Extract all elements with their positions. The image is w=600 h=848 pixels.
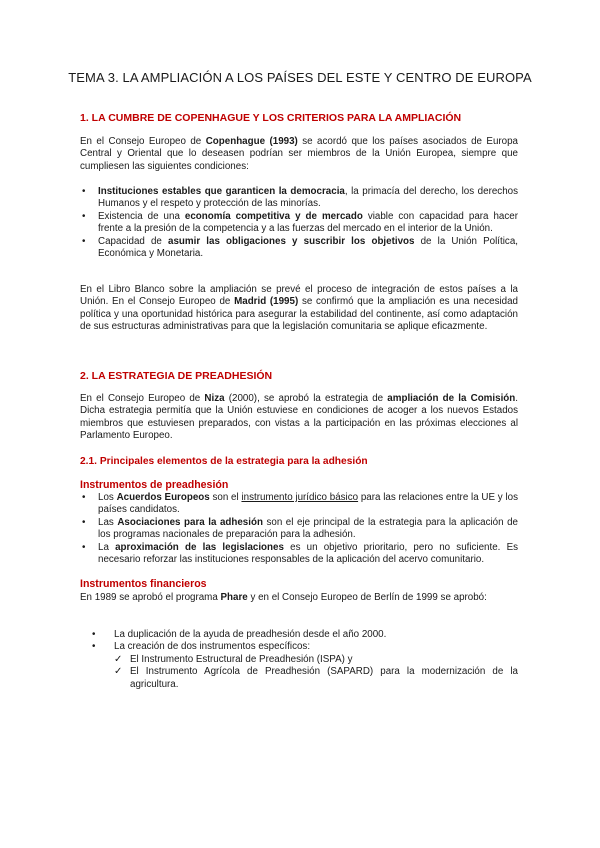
list-item: • Instituciones estables que garanticen la democracia, la primacía del derecho, los derechos Humanos y el respeto y protección de las minorías.	[80, 186, 518, 211]
list-item: ✓ El Instrumento Agrícola de Preadhesión (SAPARD) para la modernización de la agricultura.	[114, 666, 518, 690]
preadhesion-instruments-list	[80, 492, 518, 566]
checkmark-icon: ✓	[114, 653, 123, 665]
financial-instruments-list	[92, 629, 518, 691]
list-item: • Los Acuerdos Europeos son el instrumento jurídico básico para las relaciones entre la UE y los países candidatos.	[80, 492, 518, 517]
criteria-list	[80, 186, 518, 260]
specific-instruments-list	[114, 654, 518, 691]
list-item: • La creación de dos instrumentos específicos: ✓ El Instrumento Estructural de Preadhesión (ISPA) y ✓ El Instrumento Agrícola de Preadhesión (SAPARD) para la modernización de la agricultura.	[92, 641, 518, 691]
list-item: • La duplicación de la ayuda de preadhesión desde el año 2000.	[92, 629, 518, 641]
section-1-intro: En el Consejo Europeo de Copenhague (1993) se acordó que los países asociados de Europa Central y Oriental que lo deseasen podrían ser miembros de la Unión Europea, siempre que cumpliesen las siguientes condiciones:	[80, 136, 518, 172]
section-1-heading: 1. LA CUMBRE DE COPENHAGUE Y LOS CRITERIOS PARA LA AMPLIACIÓN	[80, 112, 462, 124]
section-1-paragraph-2: En el Libro Blanco sobre la ampliación se prevé el proceso de integración de estos países a la Unión. En el Consejo Europeo de Madrid (1995) se confirmó que la ampliación es una necesidad política y una oportunidad histórica para asegurar la estabilidad del continente, así como adaptación de sus estructuras administrativas para que la legislación comunitaria se aplique eficazmente.	[80, 284, 518, 333]
preadhesion-instruments-heading: Instrumentos de preadhesión	[80, 479, 229, 491]
financial-instruments-heading: Instrumentos financieros	[80, 578, 207, 590]
document-title: TEMA 3. LA AMPLIACIÓN A LOS PAÍSES DEL ESTE Y CENTRO DE EUROPA	[68, 70, 532, 85]
list-item: • Las Asociaciones para la adhesión son el eje principal de la estrategia para la aplicación de los programas nacionales de preparación para la adhesión.	[80, 517, 518, 542]
financial-instruments-paragraph: En 1989 se aprobó el programa Phare y en el Consejo Europeo de Berlín de 1999 se aprobó:	[80, 592, 487, 603]
list-item: • La aproximación de las legislaciones es un objetivo prioritario, pero no suficiente. Es necesario reforzar las instituciones responsables de la aplicación del acervo comunitario.	[80, 542, 518, 567]
list-item: • Existencia de una economía competitiva y de mercado viable con capacidad para hacer frente a la presión de la competencia y a las fuerzas del mercado en el interior de la Unión.	[80, 211, 518, 236]
checkmark-icon: ✓	[114, 666, 123, 678]
section-2-heading: 2. LA ESTRATEGIA DE PREADHESIÓN	[80, 370, 273, 382]
subsection-2-1-heading: 2.1. Principales elementos de la estrategia para la adhesión	[80, 456, 368, 467]
list-item: ✓ El Instrumento Estructural de Preadhesión (ISPA) y	[114, 653, 353, 665]
list-item: • Capacidad de asumir las obligaciones y suscribir los objetivos de la Unión Política, Económica y Monetaria.	[80, 236, 518, 261]
section-2-paragraph: En el Consejo Europeo de Niza (2000), se aprobó la estrategia de ampliación de la Comisión. Dicha estrategia permitía que la Unión estuviese en condiciones de acoger a los nuevos Estados miembros que estuviesen preparados, con vistas a la participación en las próximas elecciones al Parlamento Europeo.	[80, 393, 518, 442]
